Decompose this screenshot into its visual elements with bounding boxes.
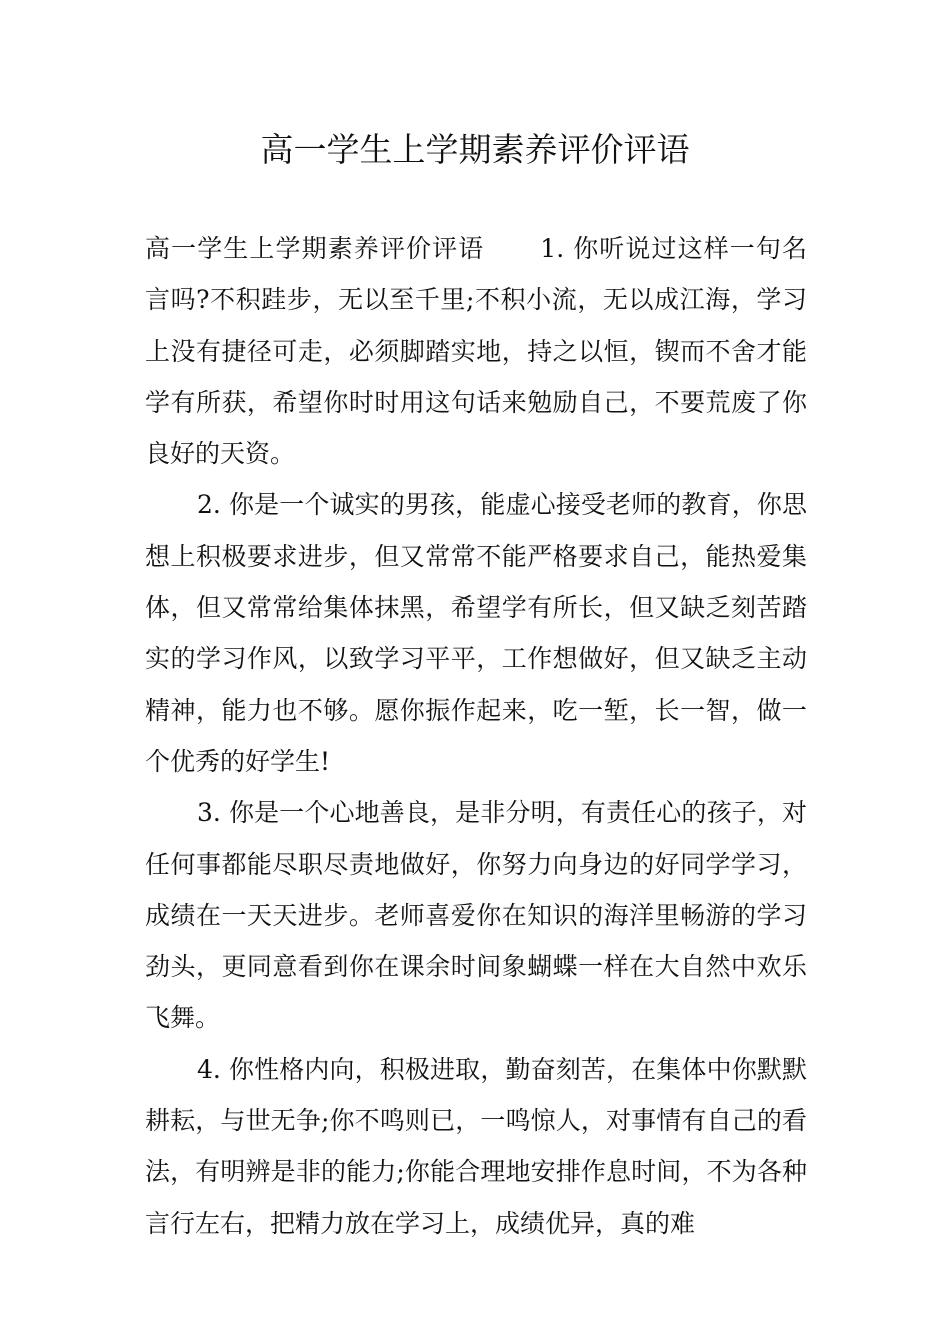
paragraph-3: 3. 你是一个心地善良，是非分明，有责任心的孩子，对任何事都能尽职尽责地做好，你努力向身边的好同学学习，成绩在一天天进步。老师喜爱你在知识的海洋里畅游的学习劲头，更同意看到你在课余时间象蝴蝶一样在大自然中欢乐飞舞。 xyxy=(145,798,807,1033)
page-title: 高一学生上学期素养评价评语 xyxy=(260,130,690,169)
document-body xyxy=(145,223,807,1249)
intro-label: 高一学生上学期素养评价评语 xyxy=(145,234,485,263)
paragraph-2: 2. 你是一个诚实的男孩，能虚心接受老师的教育，你思想上积极要求进步，但又常常不能严格要求自己，能热爱集体，但又常常给集体抹黑，希望学有所长，但又缺乏刻苦踏实的学习作风，以致学习平平，工作想做好，但又缺乏主动精神，能力也不够。愿你振作起来，吃一堑，长一智，做一个优秀的好学生! xyxy=(145,490,807,776)
paragraph-1-text: 1. 你听说过这样一句名言吗?不积跬步，无以至千里;不积小流，无以成江海，学习上没有捷径可走，必须脚踏实地，持之以恒，锲而不舍才能学有所获，希望你时时用这句话来勉励自己，不要荒废了你良好的天资。 xyxy=(145,234,807,469)
paragraph-1 xyxy=(145,223,807,479)
paragraph-4: 4. 你性格内向，积极进取，勤奋刻苦，在集体中你默默耕耘，与世无争;你不鸣则已，一鸣惊人，对事情有自己的看法，有明辨是非的能力;你能合理地安排作息时间，不为各种言行左右，把精力放在学习上，成绩优异，真的难 xyxy=(145,1054,807,1238)
